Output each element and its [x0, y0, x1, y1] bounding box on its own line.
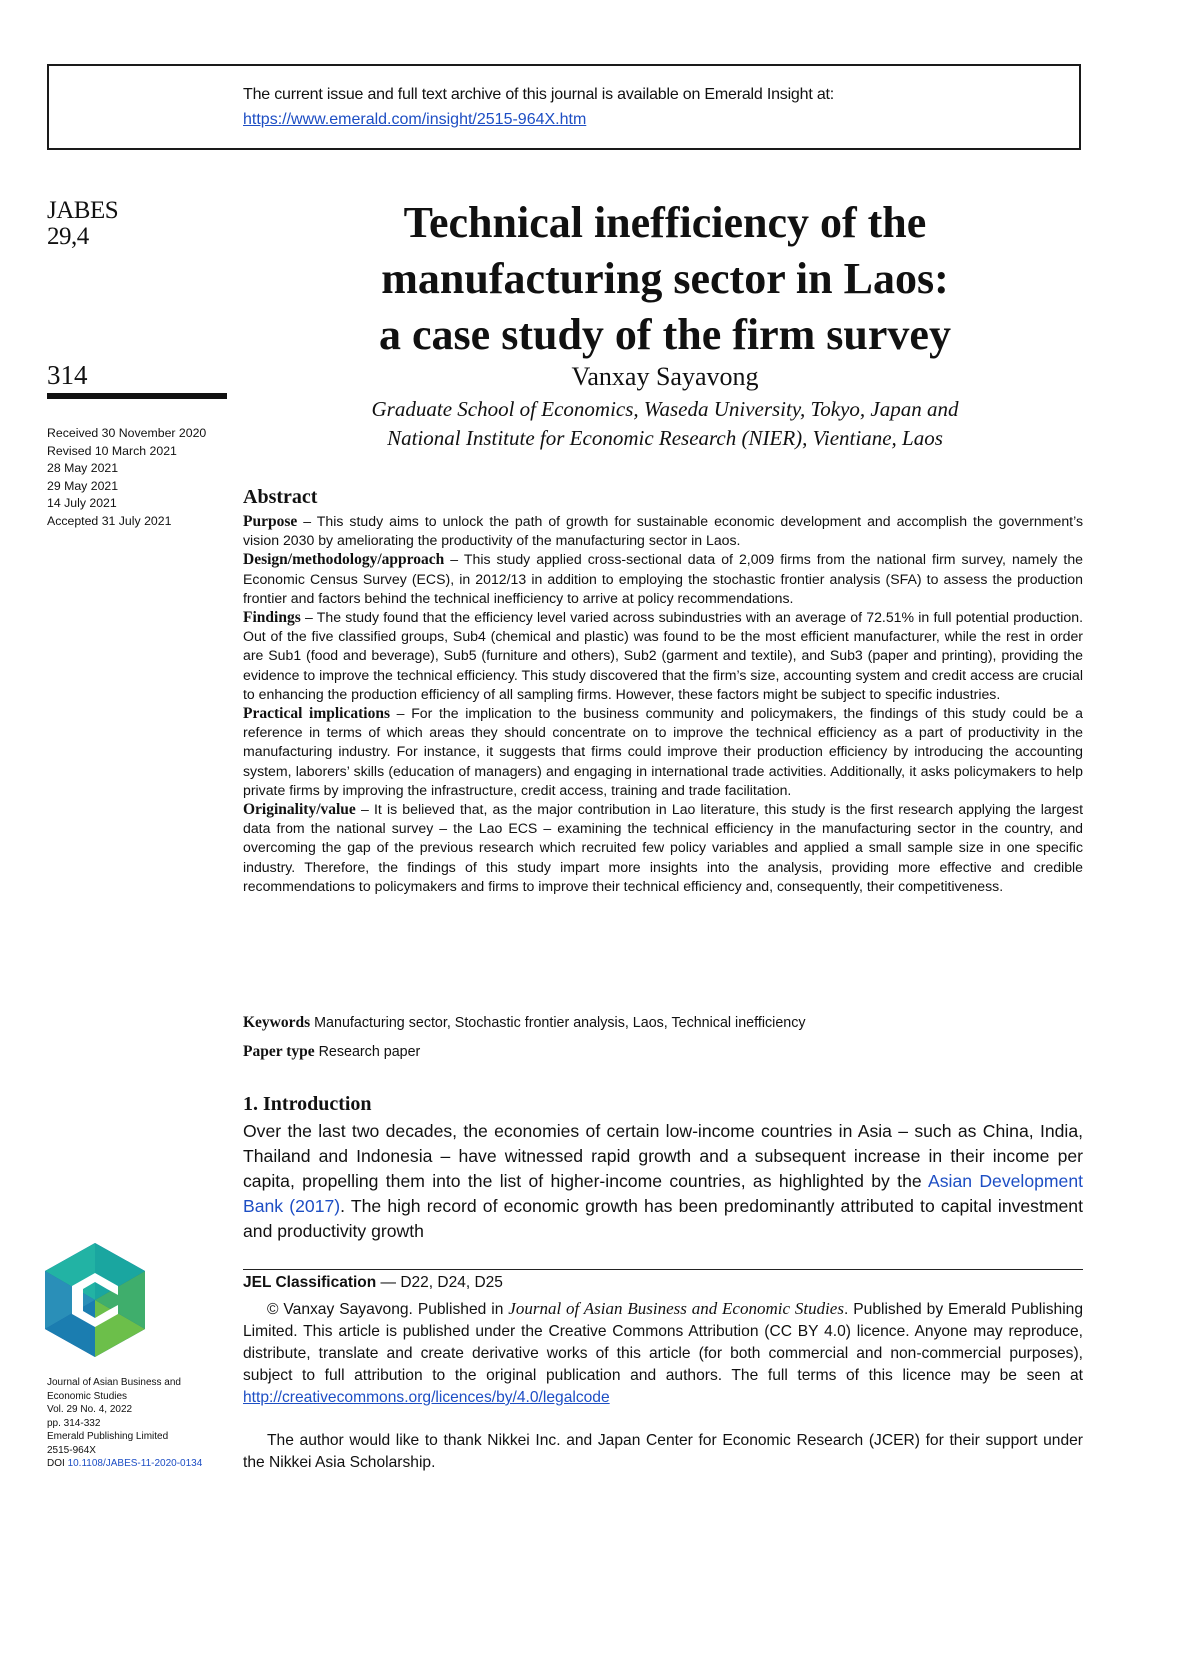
- paper-type-text: Research paper: [314, 1044, 421, 1060]
- history-date: 14 July 2021: [47, 496, 117, 510]
- section-text: – For the implication to the business community and policymakers, the findings of this study could be a reference in terms of which areas they should concentrate on to improve the technical efficiency as a part of productivity in the manufacturing industry. For instance, it suggests that firms could improve their production efficiency by introducing the accounting system, laborers’ skills (education of managers) and engaging in international trade activities. Additionally, it asks policymakers to help private firms by improving the infrastructure, credit access, training and trade facilitation.: [243, 705, 1083, 798]
- pub-info-line: pp. 314-332: [47, 1417, 101, 1429]
- pub-info-line: 2515-964X: [47, 1444, 96, 1456]
- section-label: Findings: [243, 609, 301, 627]
- section-text: – This study aims to unlock the path of growth for sustainable economic development and accomplish the government’s vision 2030 by ameliorating the productivity of the manufacturing sector in Laos.: [243, 513, 1083, 549]
- journal-code: [47, 198, 118, 250]
- acknowledgement: The author would like to thank Nikkei Inc. and Japan Center for Economic Research (JCER) for their support under the Nikkei Asia Scholarship.: [243, 1432, 1083, 1471]
- license-link[interactable]: http://creativecommons.org/licences/by/4.0/legalcode: [243, 1389, 610, 1406]
- abstract-purpose: [243, 512, 1083, 550]
- journal-notice-box: [47, 64, 1081, 150]
- notice-text: The current issue and full text archive of this journal is available on Emerald Insight at:: [243, 86, 835, 103]
- jel-codes: — D22, D24, D25: [376, 1274, 503, 1291]
- history-date: Accepted 31 July 2021: [47, 513, 172, 528]
- section-label: Practical implications: [243, 705, 390, 723]
- jel-classification: [243, 1274, 503, 1292]
- pub-info-line: Vol. 29 No. 4, 2022: [47, 1404, 133, 1415]
- section-text: – This study applied cross-sectional data of 2,009 firms from the national firm survey, namely the Economic Census Survey (ECS), in 2012/13 in addition to employing the stochastic frontier analysis (SFA) to assess the production frontier and factors behind the technical inefficiency to arrive at policy recommendations.: [243, 551, 1083, 606]
- doi-label: DOI: [47, 1458, 65, 1469]
- history-date: 28 May 2021: [47, 461, 119, 475]
- intro-paragraph: [243, 1119, 1083, 1244]
- section-label: Design/methodology/approach: [243, 551, 445, 569]
- intro-heading: 1. Introduction: [243, 1093, 372, 1115]
- jel-label: JEL Classification: [243, 1274, 377, 1291]
- abstract-originality: [243, 800, 1083, 896]
- paper-type-label: Paper type: [243, 1043, 315, 1060]
- copyright-text: © Vanxay Sayavong. Published in: [267, 1301, 509, 1318]
- journal-name: Journal of Asian Business and Economic Studies: [508, 1299, 844, 1318]
- author-name: Vanxay Sayavong: [571, 362, 759, 391]
- section-text: – It is believed that, as the major contribution in Lao literature, this study is the first research applying the largest data from the national survey – the Lao ECS – examining the technical efficiency in the manufacturing sector in the country, and overcoming the gap of the previous research which recruited few policy variables and applied a small sample size in one specific industry. Therefore, the findings of this study impart more insights into the analysis, providing more effective and credible recommendations to policymakers and firms to improve their technical efficiency and, consequently, their competitiveness.: [243, 801, 1083, 894]
- intro-text: . The high record of economic growth has been predominantly attributed to capital investment and productivity growth: [243, 1196, 1083, 1241]
- doi-line: [47, 1457, 202, 1471]
- keywords: [243, 1014, 806, 1032]
- title-line: Technical inefficiency of the: [403, 198, 927, 247]
- title-line: a case study of the firm survey: [379, 310, 951, 359]
- journal-abbrev: JABES: [47, 197, 119, 224]
- history-date: Revised 10 March 2021: [47, 443, 177, 458]
- page-number: 314: [47, 360, 88, 390]
- keywords-text: Manufacturing sector, Stochastic frontier analysis, Laos, Technical inefficiency: [310, 1015, 806, 1031]
- history-date: 29 May 2021: [47, 478, 119, 493]
- abstract-heading: Abstract: [243, 486, 318, 508]
- copyright-text: . Published by Emerald Publishing Limited. This article is published under the Creative Commons Attribution (CC BY 4.0) licence. Anyone may reproduce, distribute, translate and create derivative works of this article (for both commercial and non-commercial purposes), subject to full attribution to the original publication and authors. The full terms of this licence may be seen at: [243, 1301, 1084, 1384]
- abstract-body: [243, 512, 1083, 896]
- copyright-notice: [243, 1298, 1083, 1409]
- abstract-implications: [243, 704, 1083, 800]
- paper-type: [243, 1043, 420, 1061]
- affiliation-line: National Institute for Economic Research (NIER), Vientiane, Laos: [387, 426, 943, 450]
- pub-info-line: Emerald Publishing Limited: [47, 1431, 169, 1442]
- volume-issue: 29,4: [47, 223, 89, 250]
- title-line: manufacturing sector in Laos:: [381, 254, 949, 303]
- abstract-design: [243, 550, 1083, 608]
- section-label: Originality/value: [243, 801, 356, 819]
- keywords-label: Keywords: [243, 1014, 311, 1031]
- section-label: Purpose: [243, 513, 298, 530]
- doi-link[interactable]: 10.1108/JABES-11-2020-0134: [67, 1458, 203, 1469]
- article-title: [250, 195, 1080, 363]
- emerald-logo-icon: [45, 1243, 145, 1357]
- section-text: – The study found that the efficiency level varied across subindustries with an average of 72.51% in full potential production. Out of the five classified groups, Sub4 (chemical and plastic) was found to be the most efficient manufacturer, while the rest in order are Sub1 (food and beverage), Sub5 (furniture and others), Sub2 (garment and textile), and Sub3 (paper and printing), providing the evidence to improve the technical efficiency. This study discovered that the firm’s size, accounting system and credit access are crucial to enhancing the production efficiency of all sampling firms. However, these factors might be subject to specific industries.: [243, 609, 1083, 702]
- footnote-rule: [243, 1269, 1083, 1270]
- journal-archive-link[interactable]: https://www.emerald.com/insight/2515-964X.htm: [243, 111, 587, 128]
- pub-info-line: Economic Studies: [47, 1390, 128, 1402]
- abstract-findings: [243, 608, 1083, 704]
- intro-text: Over the last two decades, the economies of certain low-income countries in Asia – such as China, India, Thailand and Indonesia – have witnessed rapid growth and a subsequent increase in their income per capita, propelling them into the list of higher-income countries, as highlighted by the: [243, 1121, 1083, 1191]
- sidebar-rule: [47, 393, 227, 399]
- history-date: Received 30 November 2020: [47, 426, 207, 440]
- affiliation-line: Graduate School of Economics, Waseda University, Tokyo, Japan and: [371, 397, 959, 421]
- article-history: [47, 425, 206, 530]
- author-affiliation: [250, 395, 1080, 453]
- citation-link[interactable]: Asian Development Bank (2017): [243, 1171, 1083, 1216]
- publication-info: [47, 1376, 202, 1471]
- pub-info-line: Journal of Asian Business and: [47, 1377, 181, 1388]
